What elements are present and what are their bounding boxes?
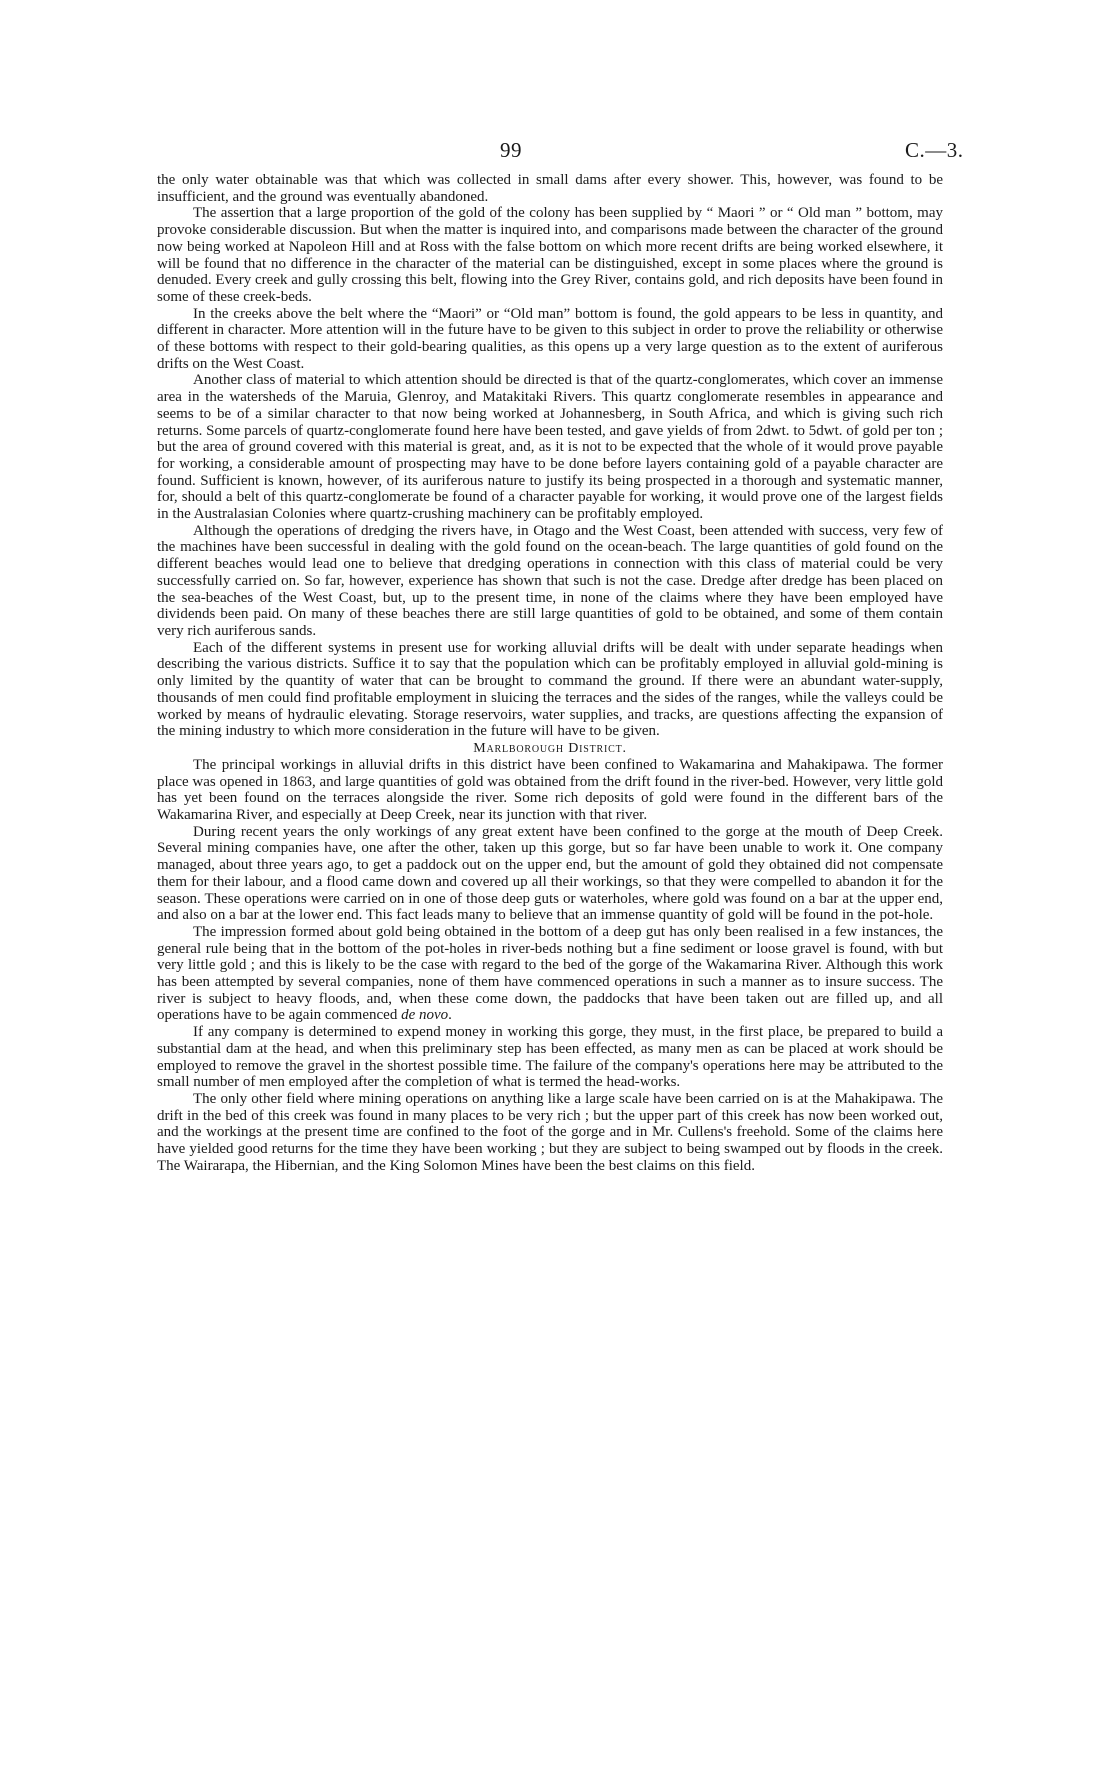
paragraph: If any company is determined to expend money in working this gorge, they must, in the first place, be prepared to build a substantial dam at the head, and when this preliminary step has been effected, as many men as can be placed at work should be employed to remove the gravel in the shortest possible time. The failure of the company's operations here may be attributed to the small number of men employed after the completion of what is termed the head-works. bbox=[157, 1024, 943, 1091]
page-number: 99 bbox=[500, 138, 522, 162]
paragraph: Another class of material to which attention should be directed is that of the quartz-conglomerates, which cover an immense area in the watersheds of the Maruia, Glenroy, and Matakitaki Rivers. This quartz conglomerate resembles in appearance and seems to be of a similar character to that now being worked at Johannesberg, in South Africa, and which is giving such rich returns. Some parcels of quartz-conglomerate found here have been tested, and gave yields of from 2dwt. to 5dwt. of gold per ton ; but the area of ground covered with this material is great, and, as it is not to be expected that the whole of it would prove payable for working, a considerable amount of prospecting may have to be done before layers containing gold of a payable character are found. Sufficient is known, however, of its auriferous nature to justify its being prospected in a thorough and systematic manner, for, should a belt of this quartz-conglomerate be found of a character payable for working, it would prove one of the largest fields in the Australasian Colonies where quartz-crushing machinery can be profitably employed. bbox=[157, 372, 943, 523]
document-reference: C.—3. bbox=[905, 138, 964, 162]
paragraph: The principal workings in alluvial drifts in this district have been confined to Wakamarina and Mahakipawa. The former place was opened in 1863, and large quantities of gold was obtained from the drift found in the river-bed. However, very little gold has yet been found on the terraces alongside the river. Some rich deposits of gold were found in the different bars of the Wakamarina River, and especially at Deep Creek, near its junction with that river. bbox=[157, 756, 943, 824]
italic-phrase: de novo bbox=[401, 1007, 449, 1024]
paragraph: Each of the different systems in present use for working alluvial drifts will be dealt with under separate headings when describing the various districts. Suffice it to say that the population which can be profitably employed in alluvial gold-mining is only limited by the quantity of water that can be brought to command the ground. If there were an abundant water-supply, thousands of men could find profitable employment in sluicing the terraces and the sides of the ranges, while the valleys could be worked by means of hydraulic elevating. Storage reservoirs, water supplies, and tracks, are questions affecting the expansion of the mining industry to which more consideration in the future will have to be given. bbox=[157, 639, 943, 740]
paragraph bbox=[157, 924, 943, 1024]
body-text bbox=[157, 172, 943, 1174]
paragraph: In the creeks above the belt where the “Maori” or “Old man” bottom is found, the gold appears to be less in quantity, and different in character. More attention will in the future have to be given to this subject in order to prove the reliability or otherwise of these bottoms with respect to their gold-bearing qualities, as this opens up a very large question as to the extent of auriferous drifts on the West Coast. bbox=[157, 305, 943, 372]
section-heading: Marlborough District. bbox=[473, 740, 627, 756]
page-header bbox=[0, 138, 1114, 168]
paragraph: the only water obtainable was that which was collected in small dams after every shower. This, however, was found to be insufficient, and the ground was eventually abandoned. bbox=[157, 172, 943, 205]
paragraph: Although the operations of dredging the rivers have, in Otago and the West Coast, been attended with success, very few of the machines have been successful in dealing with the gold found on the ocean-beach. The large quantities of gold found on the different beaches would lead one to believe that dredging operations in connection with this class of material could be very successfully carried on. So far, however, experience has shown that such is not the case. Dredge after dredge has been placed on the sea-beaches of the West Coast, but, up to the present time, in none of the claims where they have been employed have dividends been paid. On many of these beaches there are still large quantities of gold to be obtained, and some of them contain very rich auriferous sands. bbox=[157, 522, 943, 639]
paragraph-text-end: . bbox=[448, 1007, 452, 1024]
paragraph: During recent years the only workings of any great extent have been confined to the gorge at the mouth of Deep Creek. Several mining companies have, one after the other, taken up this gorge, but so far have been unable to work it. One company managed, about three years ago, to get a paddock out on the upper end, but the amount of gold they obtained did not compensate them for their labour, and a flood came down and covered up all their workings, so that they were compelled to abandon it for the season. These operations were carried on in one of those deep guts or waterholes, where gold was found on a bar at the upper end, and also on a bar at the lower end. This fact leads many to believe that an immense quantity of gold will be found in the pot-hole. bbox=[157, 823, 943, 924]
paragraph: The assertion that a large proportion of the gold of the colony has been supplied by “ Maori ” or “ Old man ” bottom, may provoke considerable discussion. But when the matter is inquired into, and comparisons made between the character of the ground now being worked at Napoleon Hill and at Ross with the false bottom on which more recent drifts are being worked elsewhere, it will be found that no difference in the character of the material can be distinguished, except in some places where the ground is denuded. Every creek and gully crossing this belt, flowing into the Grey River, contains gold, and rich deposits have been found in some of these creek-beds. bbox=[157, 205, 943, 305]
paragraph: The only other field where mining operations on anything like a large scale have been carried on is at the Mahakipawa. The drift in the bed of this creek was found in many places to be very rich ; but the upper part of this creek has now been worked out, and the workings at the present time are confined to the foot of the gorge and in Mr. Cullens's freehold. Some of the claims here have yielded good returns for the time they have been working ; but they are subject to being swamped out by floods in the creek. The Wairarapa, the Hibernian, and the King Solomon Mines have been the best claims on this field. bbox=[157, 1090, 943, 1174]
paragraph-text: The impression formed about gold being obtained in the bottom of a deep gut has only been realised in a few instances, the general rule being that in the bottom of the pot-holes in river-beds nothing but a fine sediment or loose gravel is found, with but very little gold ; and this is likely to be the case with regard to the bed of the gorge of the Wakamarina River. Although this work has been attempted by several companies, none of them have commenced operations in such a manner as to insure success. The river is subject to heavy floods, and, when these come down, the paddocks that have been taken out are filled up, and all operations have to be again commenced bbox=[157, 923, 943, 1024]
